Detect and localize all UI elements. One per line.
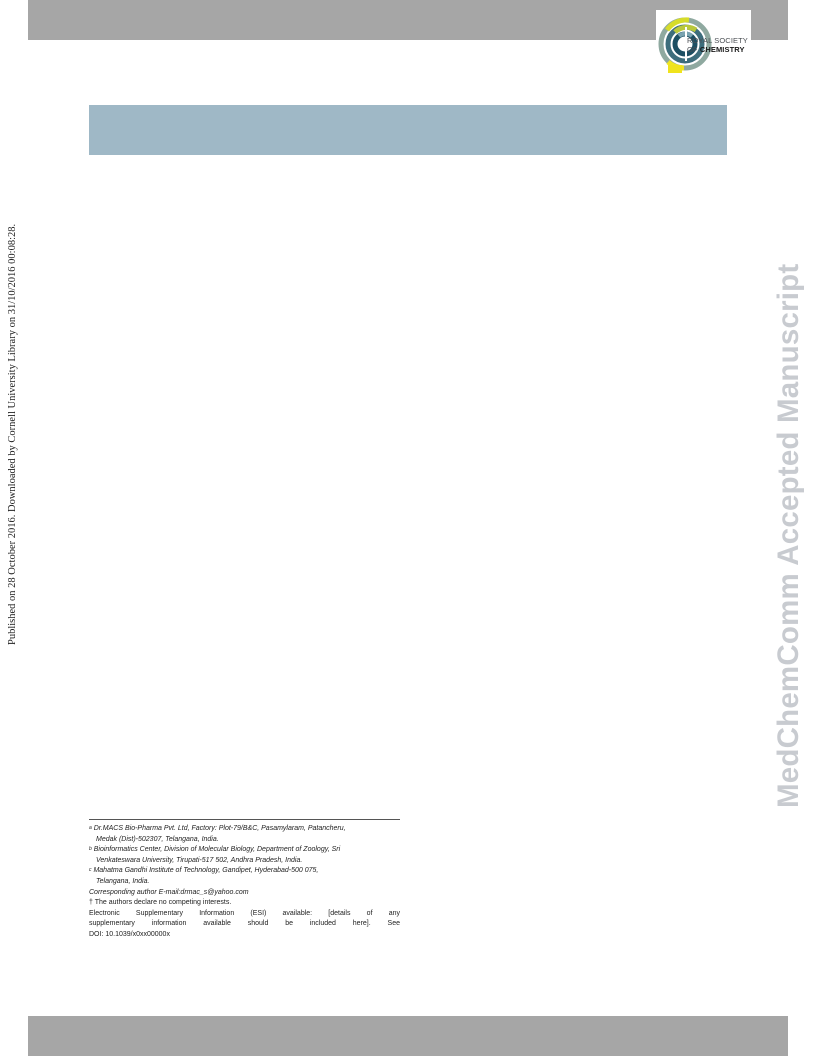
logo-line2-bold: CHEMISTRY [699,45,745,54]
accepted-manuscript-watermark: MedChemComm Accepted Manuscript [772,263,805,808]
logo-line1: ROYAL SOCIETY [687,36,748,45]
rsc-logo [656,10,751,76]
corresponding-author: Corresponding author E-mail:drmac_s@yahoo.com [89,888,249,896]
esi-line1: Electronic Supplementary Information (ESI) available: [details of any [89,909,400,917]
esi-line2: supplementary information available should be included here]. See [89,920,400,928]
footnote-c-line2: Telangana, India. [96,877,150,885]
logo-line2-prefix: OF [687,45,700,54]
footnotes [89,819,400,941]
footnote-c [89,866,400,887]
footnote-b [89,845,400,866]
footnote-b-line2: Venkateswara University, Tirupati-517 502, Andhra Pradesh, India. [96,856,303,864]
publication-stamp: Published on 28 October 2016. Downloaded by Cornell University Library on 31/10/2016 00:08:28. [7,223,18,645]
footnote-a-mark: a [89,825,92,831]
footer-bar [28,1016,788,1056]
footnote-c-mark: c [89,867,92,874]
title-banner [89,105,727,155]
footnote-a-line2: Medak (Dist)-502307, Telangana, India. [96,835,219,843]
esi-doi: DOI: 10.1039/x0xx00000x [89,930,170,938]
footnote-c-line1: Mahatma Gandhi Institute of Technology, Gandipet, Hyderabad-500 075, [93,867,319,875]
footnote-a [89,824,400,845]
footnote-b-line1: Bioinformatics Center, Division of Molecular Biology, Department of Zoology, Sri [93,846,341,854]
competing-interests: † The authors declare no competing interests. [89,899,232,907]
footnote-a-line1: Dr.MACS Bio-Pharma Pvt. Ltd, Factory: Plot-79/B&C, Pasamylaram, Patancheru, [93,825,346,832]
footnote-b-mark: b [89,846,92,853]
